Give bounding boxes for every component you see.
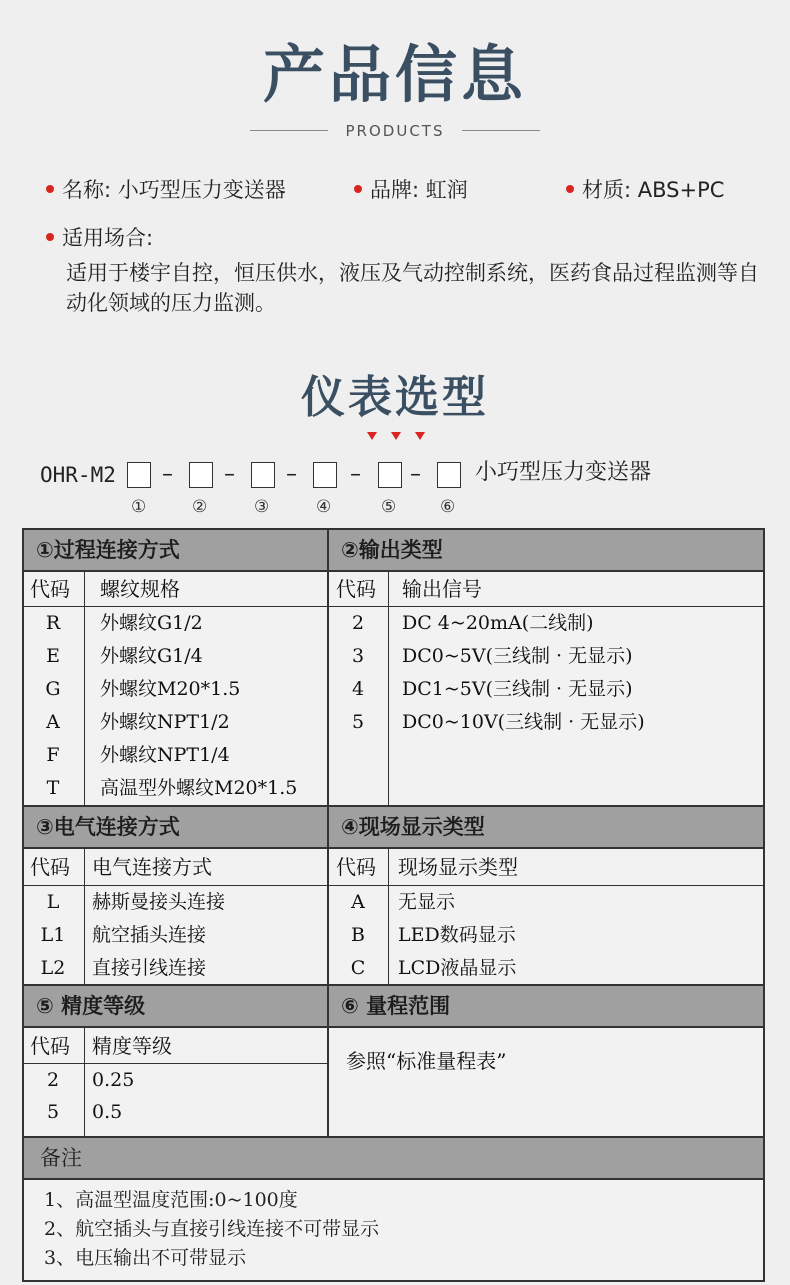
model-slot-6	[437, 462, 461, 488]
s1-col-name: 螺纹规格	[100, 577, 180, 601]
s1-desc: 外螺纹G1/4	[100, 645, 203, 667]
s2-code: 2	[351, 612, 365, 634]
s4-code: C	[350, 957, 366, 979]
model-dash: –	[410, 462, 421, 487]
model-dash: –	[286, 462, 297, 487]
s2-col-name: 输出信号	[402, 577, 482, 601]
s1-code: E	[46, 645, 60, 667]
s2-code: 3	[351, 645, 365, 667]
s2-desc: DC 4~20mA(二线制)	[402, 612, 594, 634]
s1-code: F	[46, 744, 60, 766]
subtitle: PRODUCTS	[345, 122, 445, 140]
page-title: 产品信息	[262, 38, 527, 111]
section-5-header: ⑤ 精度等级	[24, 986, 327, 1026]
s3-code: L1	[40, 924, 66, 946]
model-suffix: 小巧型压力变送器	[475, 460, 652, 485]
note-line: 1、高温型温度范围:0~100度	[44, 1189, 298, 1211]
model-dash: –	[224, 462, 235, 487]
s2-code: 4	[351, 678, 365, 700]
s2-desc: DC0~5V(三线制 · 无显示)	[402, 645, 633, 667]
model-slot-2	[189, 462, 213, 488]
s4-desc: LCD液晶显示	[398, 957, 517, 979]
s1-desc: 外螺纹M20*1.5	[100, 678, 241, 700]
selection-table	[22, 528, 765, 1282]
s3-desc: 直接引线连接	[92, 957, 207, 979]
s1-desc: 高温型外螺纹M20*1.5	[100, 777, 298, 799]
divider	[84, 571, 85, 806]
s2-code: 5	[351, 711, 365, 733]
model-slot-3	[251, 462, 275, 488]
model-slot-4	[313, 462, 337, 488]
s5-col-name: 精度等级	[92, 1034, 172, 1058]
section-4-header: ④现场显示类型	[329, 807, 763, 847]
bullet-icon	[46, 185, 54, 193]
bullet-icon	[566, 185, 574, 193]
divider	[24, 1178, 763, 1180]
s1-desc: 外螺纹G1/2	[100, 612, 203, 634]
s1-desc: 外螺纹NPT1/2	[100, 711, 230, 733]
divider-right	[462, 130, 540, 131]
bullet-icon	[354, 185, 362, 193]
arrow-down-icon	[391, 432, 401, 440]
s1-col-code: 代码	[30, 577, 70, 601]
info-name: 名称: 小巧型压力变送器	[46, 176, 286, 204]
divider	[329, 885, 763, 886]
divider	[84, 1028, 85, 1136]
s1-code: G	[45, 678, 61, 700]
s3-col-code: 代码	[30, 855, 70, 879]
s3-col-name: 电气连接方式	[92, 855, 212, 879]
s5-code: 5	[46, 1101, 60, 1123]
model-slot-5	[378, 462, 402, 488]
model-dash: –	[350, 462, 361, 487]
position-label: ④	[316, 497, 332, 517]
section-6-header: ⑥ 量程范围	[329, 986, 763, 1026]
s2-col-code: 代码	[336, 577, 376, 601]
s4-col-name: 现场显示类型	[398, 855, 518, 879]
s1-code: R	[45, 612, 61, 634]
s2-desc: DC0~10V(三线制 · 无显示)	[402, 711, 645, 733]
section-1-header: ①过程连接方式	[24, 530, 327, 570]
position-label: ②	[192, 497, 208, 517]
usage-description: 适用于楼宇自控，恒压供水，液压及气动控制系统，医药食品过程监测等自动化领域的压力监测。	[66, 261, 759, 315]
info-brand: 品牌: 虹润	[354, 176, 468, 204]
note-line: 2、航空插头与直接引线连接不可带显示	[44, 1218, 380, 1240]
s3-code: L	[46, 891, 60, 913]
section-2-header: ②输出类型	[329, 530, 763, 570]
position-label: ③	[254, 497, 270, 517]
section-3-header: ③电气连接方式	[24, 807, 327, 847]
s2-desc: DC1~5V(三线制 · 无显示)	[402, 678, 633, 700]
notes-header: 备注	[24, 1138, 763, 1178]
s4-code: B	[351, 924, 365, 946]
divider	[388, 571, 389, 806]
arrow-down-icon	[415, 432, 425, 440]
selection-title: 仪表选型	[301, 372, 489, 423]
arrow-down-icon	[367, 432, 377, 440]
position-label: ①	[131, 497, 147, 517]
s1-desc: 外螺纹NPT1/4	[100, 744, 230, 766]
info-material: 材质: ABS+PC	[566, 176, 724, 204]
s4-code: A	[351, 891, 365, 913]
divider	[24, 847, 763, 849]
s5-desc: 0.25	[92, 1069, 135, 1091]
s4-desc: LED数码显示	[398, 924, 516, 946]
s5-code: 2	[46, 1069, 60, 1091]
s1-code: T	[46, 777, 60, 799]
position-label: ⑤	[381, 497, 397, 517]
divider	[388, 849, 389, 984]
bullet-icon	[46, 233, 54, 241]
model-dash: –	[162, 462, 173, 487]
model-prefix: OHR-M2	[40, 463, 116, 487]
s4-desc: 无显示	[398, 891, 456, 913]
s5-desc: 0.5	[92, 1101, 123, 1123]
s4-col-code: 代码	[336, 855, 376, 879]
note-line: 3、电压输出不可带显示	[44, 1247, 247, 1269]
divider	[84, 849, 85, 984]
position-label: ⑥	[440, 497, 456, 517]
s3-desc: 航空插头连接	[92, 924, 207, 946]
info-usage-label: 适用场合:	[46, 224, 153, 252]
s1-code: A	[46, 711, 60, 733]
s3-desc: 赫斯曼接头连接	[92, 891, 226, 913]
subtitle-row	[0, 120, 790, 142]
model-slot-1	[127, 462, 151, 488]
s3-code: L2	[40, 957, 66, 979]
s6-text: 参照“标准量程表”	[346, 1049, 507, 1073]
s5-col-code: 代码	[30, 1034, 70, 1058]
divider	[24, 1026, 763, 1028]
